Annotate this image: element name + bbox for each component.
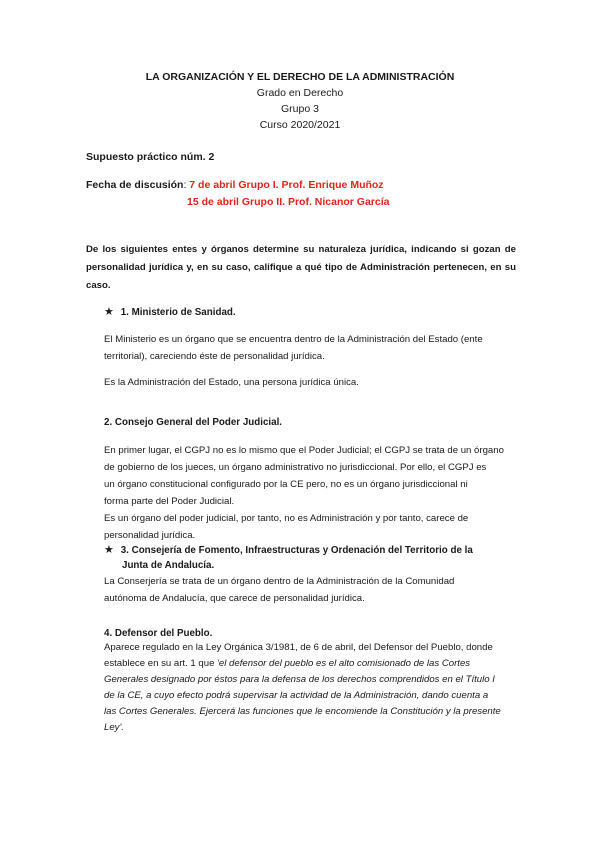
item-4-answer bbox=[104, 640, 501, 736]
discussion-date-line bbox=[86, 178, 384, 193]
course-line: Curso 2020/2021 bbox=[259, 119, 341, 131]
document-title: LA ORGANIZACIÓN Y EL DERECHO DE LA ADMINISTRACIÓN bbox=[145, 71, 455, 83]
item-1-answer bbox=[104, 331, 483, 365]
item-4-line-2-quote: 'el defensor del pueblo es el alto comisionado de las Cortes bbox=[217, 658, 471, 669]
instructions-line-1: De los siguientes entes y órganos determine su naturaleza jurídica, indicando si gozan de bbox=[86, 244, 516, 255]
instructions-line-2: personalidad jurídica y, en su caso, califique a qué tipo de Administración pertenecen, en su bbox=[86, 262, 516, 273]
item-4-quote-line-2: de la CE, a cuyo efecto podrá supervisar la actividad de la Administración, dando cuenta a bbox=[104, 690, 489, 701]
instructions bbox=[86, 241, 516, 295]
item-1-conclusion: Es la Administración del Estado, una persona jurídica única. bbox=[104, 377, 359, 388]
group-2-date: 15 de abril Grupo II. Prof. Nicanor García bbox=[187, 196, 390, 208]
item-4-line-2 bbox=[104, 656, 501, 672]
item-3-answer bbox=[104, 573, 454, 607]
item-2-line-6: personalidad jurídica. bbox=[104, 530, 196, 541]
item-2-line-3: un órgano constitucional configurado por la CE pero, no es un órgano jurisdiccional ni bbox=[104, 479, 468, 490]
item-3-line-1: La Conserjería se trata de un órgano dentro de la Administración de la Comunidad bbox=[104, 576, 455, 587]
group-line: Grupo 3 bbox=[281, 103, 319, 115]
instructions-line-3: caso. bbox=[86, 280, 111, 291]
exercise-title: Supuesto práctico núm. 2 bbox=[86, 151, 215, 163]
item-4-title: 4. Defensor del Pueblo. bbox=[104, 628, 213, 639]
discussion-date-label: Fecha de discusión bbox=[86, 179, 184, 191]
item-3-title: 3. Consejería de Fomento, Infraestructuras y Ordenación del Territorio de la bbox=[120, 545, 473, 556]
item-3-title-cont: Junta de Andalucía. bbox=[122, 560, 215, 571]
item-2-line-5: Es un órgano del poder judicial, por tanto, no es Administración y por tanto, carece de bbox=[104, 513, 469, 524]
item-2-line-4: forma parte del Poder Judicial. bbox=[104, 496, 235, 507]
item-1-heading bbox=[104, 305, 236, 320]
item-1-line-2: territorial), careciendo éste de personalidad jurídica. bbox=[104, 351, 325, 362]
item-2-title: 2. Consejo General del Poder Judicial. bbox=[104, 417, 283, 428]
item-4-quote-line-1: Generales designado por éstos para la defensa de los derechos comprendidos en el Título I bbox=[104, 674, 495, 685]
item-2-answer bbox=[104, 442, 504, 544]
item-3-heading bbox=[104, 543, 473, 558]
star-icon: ★ bbox=[104, 544, 114, 556]
item-1-line-1: El Ministerio es un órgano que se encuentra dentro de la Administración del Estado (ente bbox=[104, 334, 483, 345]
discussion-date-colon: : bbox=[183, 179, 187, 191]
item-4-quote-line-4: Ley'. bbox=[104, 722, 124, 733]
item-1-title: 1. Ministerio de Sanidad. bbox=[120, 307, 236, 318]
group-1-date: 7 de abril Grupo I. Prof. Enrique Muñoz bbox=[189, 179, 384, 191]
item-2-line-1: En primer lugar, el CGPJ no es lo mismo que el Poder Judicial; el CGPJ se trata de un órgano bbox=[104, 445, 504, 456]
item-4-line-1: Aparece regulado en la Ley Orgánica 3/1981, de 6 de abril, del Defensor del Pueblo, donde bbox=[104, 642, 493, 653]
degree-line: Grado en Derecho bbox=[256, 87, 344, 99]
item-2-line-2: de gobierno de los jueces, un órgano administrativo no jurisdiccional. Por ello, el CGPJ es bbox=[104, 462, 487, 473]
item-4-quote-line-3: las Cortes Generales. Ejercerá las funciones que le encomiende la Constitución y la presente bbox=[104, 706, 501, 717]
item-3-line-2: autónoma de Andalucía, que carece de personalidad jurídica. bbox=[104, 593, 365, 604]
star-icon: ★ bbox=[104, 306, 114, 318]
item-4-line-2-plain: establece en su art. 1 que bbox=[104, 658, 218, 669]
